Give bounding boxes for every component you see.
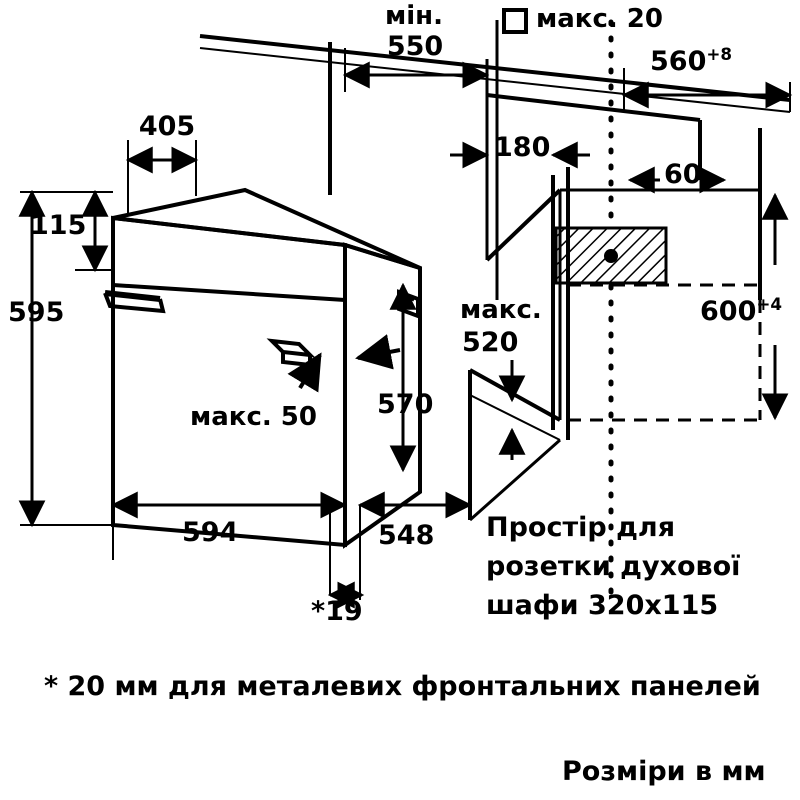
label-min-word: мін. bbox=[384, 1, 443, 31]
label-depth-560-tolerance: +8 bbox=[706, 44, 733, 64]
label-width-405: 405 bbox=[138, 111, 196, 142]
label-height-600-tolerance: +4 bbox=[756, 294, 783, 314]
footnote-text: * 20 мм для металевих фронтальних панелей bbox=[44, 671, 761, 702]
socket-note-line-3: шафи 320x115 bbox=[486, 590, 719, 621]
label-height-570: 570 bbox=[377, 389, 434, 420]
label-min-550: 550 bbox=[386, 31, 444, 62]
units-note: Розміри в мм bbox=[562, 756, 766, 787]
label-depth-60: 60 bbox=[664, 159, 702, 190]
label-max-520: 520 bbox=[462, 327, 519, 358]
socket-note-line-2: розетки духової bbox=[486, 551, 741, 582]
label-height-115: 115 bbox=[30, 210, 87, 241]
label-star-19: *19 bbox=[311, 596, 363, 627]
label-depth-560: $560^{+8}$ bbox=[650, 44, 733, 77]
label-max-50: макс. 50 bbox=[190, 402, 317, 432]
label-height-595: 595 bbox=[8, 297, 65, 328]
socket-note-line-1: Простір для bbox=[486, 512, 676, 543]
label-depth-548: 548 bbox=[378, 520, 435, 551]
label-depth-180: 180 bbox=[494, 132, 551, 163]
label-width-594: 594 bbox=[182, 517, 239, 548]
label-height-600: $600^{+4}$ bbox=[700, 294, 783, 327]
label-max-20: макс. 20 bbox=[536, 4, 663, 34]
label-max-word: макс. bbox=[460, 295, 542, 325]
